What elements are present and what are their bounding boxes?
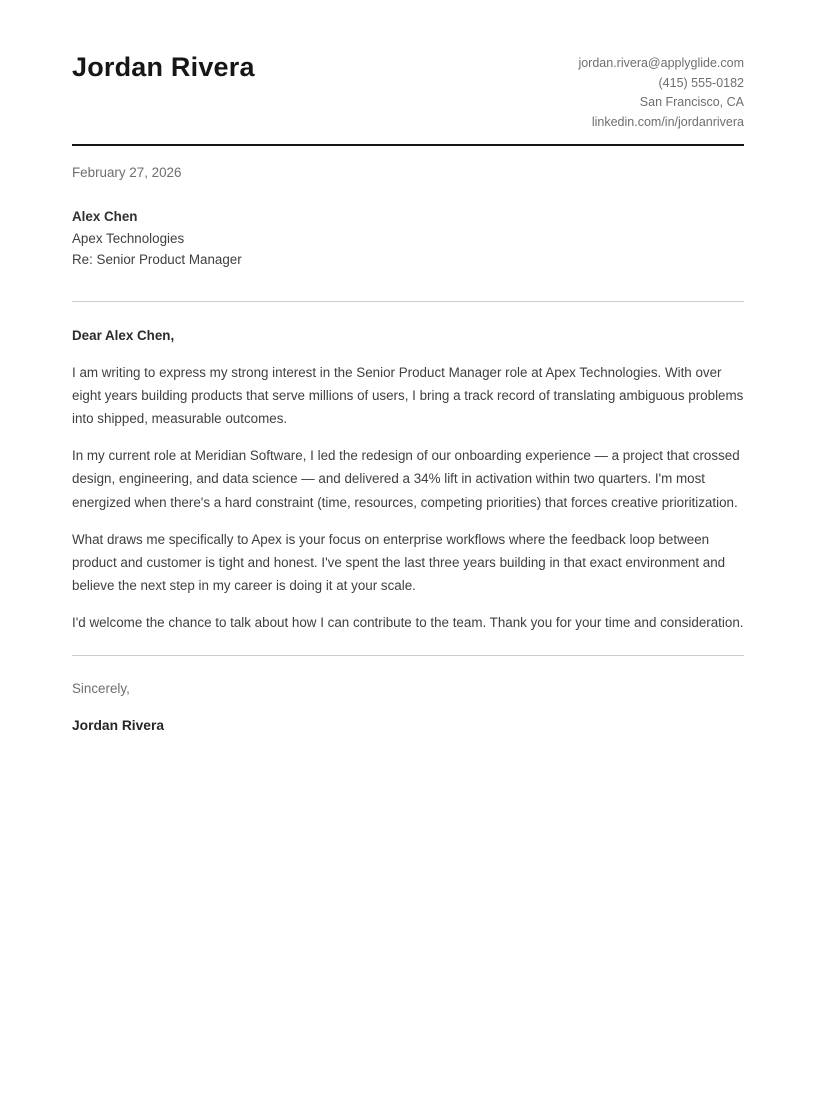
letter-date: February 27, 2026 [72,165,182,180]
salutation: Dear Alex Chen, [72,327,175,343]
contact-phone: (415) 555-0182 [658,75,744,90]
body-paragraph-3: What draws me specifically to Apex is your focus on enterprise workflows where the feedback loop between product and customer is tight and honest. I've spent the last three years building in that exact environment and believe the next step in my career is doing it at your scale. [72,531,726,594]
body-paragraph-2: In my current role at Meridian Software, I led the redesign of our onboarding experience — a project that crossed design, engineering, and data science — and delivered a 34% lift in activation within two quarters. I'm most energized when there's a hard constraint (time, resources, competing priorities) that forces creative prioritization. [72,448,740,510]
subject-line: Re: Senior Product Manager [72,252,242,267]
contact-block [578,54,744,132]
contact-email: jordan.rivera@applyglide.com [578,56,744,70]
signature-name: Jordan Rivera [72,717,165,733]
recipient-block [72,206,744,271]
recipient-company: Apex Technologies [72,230,185,246]
body-paragraph-1: I am writing to express my strong interest in the Senior Product Manager role at Apex Technologies. With over eight years building products that serve millions of users, I bring a track record of translating ambiguous problems into shipped, measurable outcomes. [72,364,744,426]
section-divider-top [72,301,744,302]
letter-header [72,52,744,146]
contact-location: San Francisco, CA [639,95,744,109]
body-paragraph-4: I'd welcome the chance to talk about how I can contribute to the team. Thank you for your time and consideration. [72,615,744,631]
contact-linkedin: linkedin.com/in/jordanrivera [591,114,744,129]
recipient-name: Alex Chen [72,209,138,224]
section-divider-closing [72,655,744,656]
closing: Sincerely, [72,680,130,696]
sender-name-title: Jordan Rivera [72,52,255,82]
